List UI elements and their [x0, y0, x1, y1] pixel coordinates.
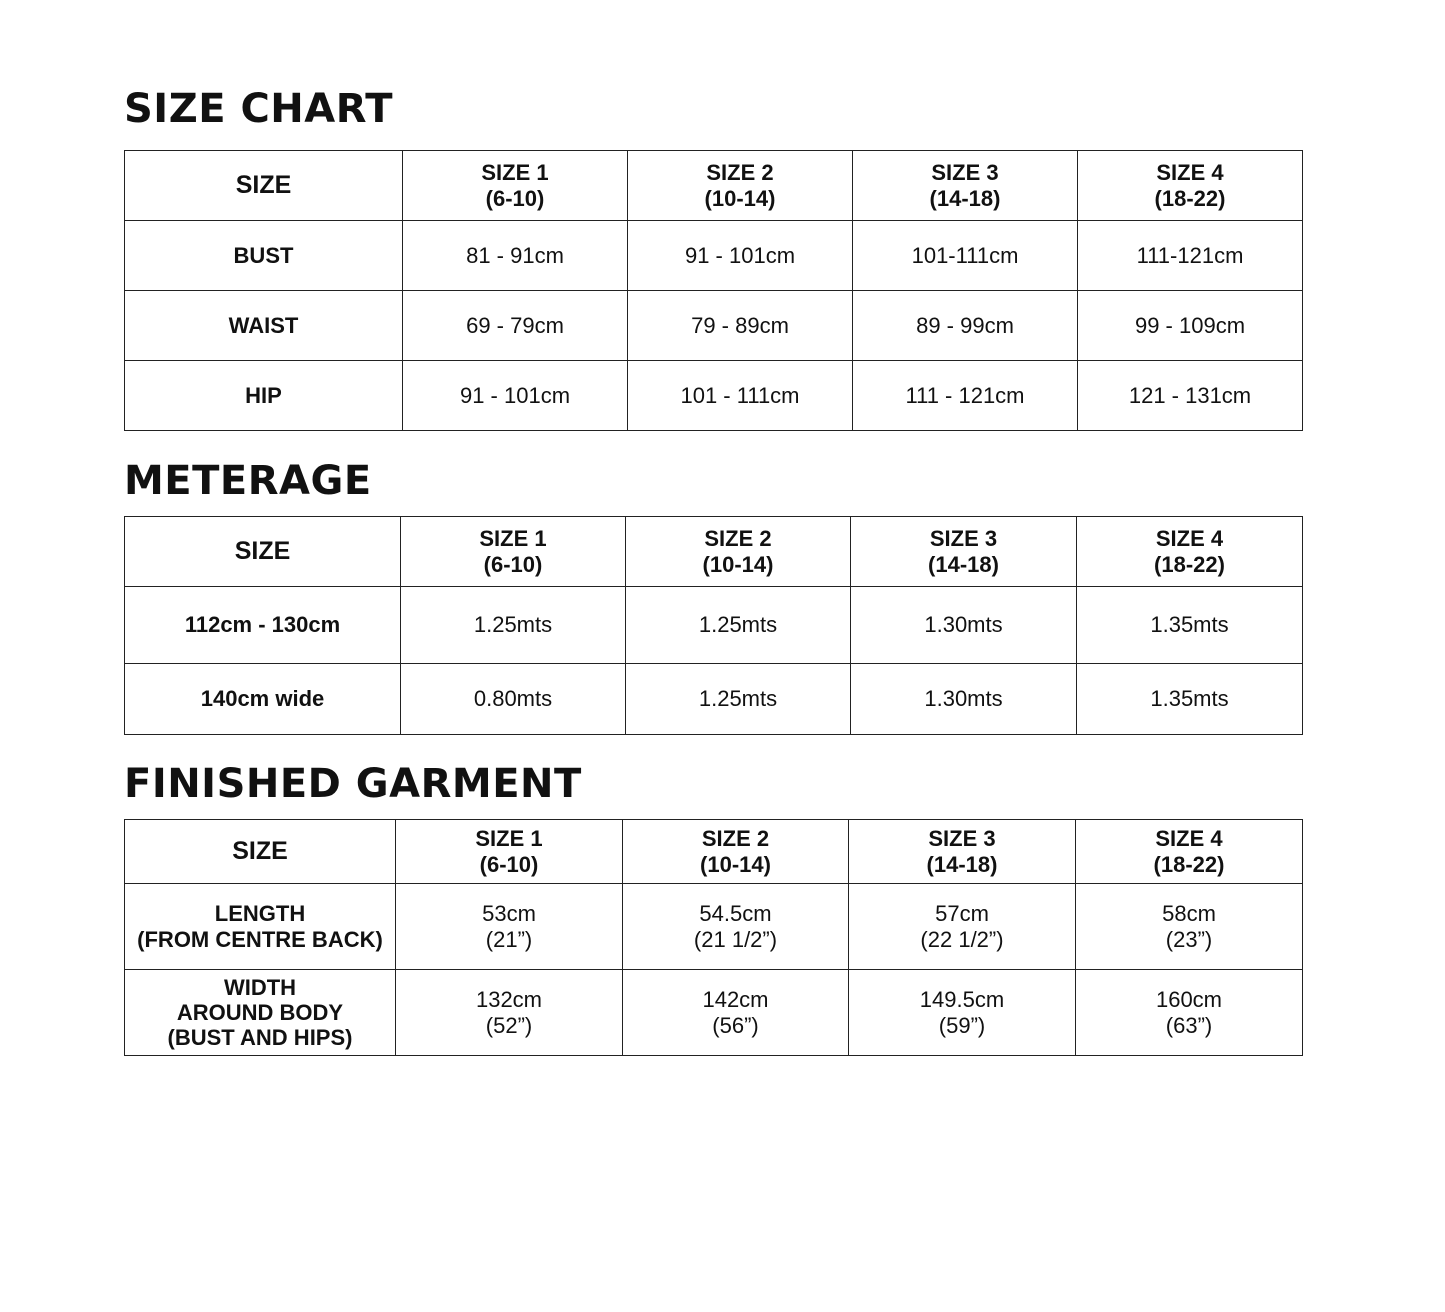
table-cell [849, 884, 1076, 970]
table-cell [1076, 884, 1303, 970]
corner-cell: SIZE [125, 517, 401, 587]
header-row [125, 820, 1303, 884]
imperial-value: (63”) [1165, 1012, 1213, 1038]
row-label: HIP [125, 361, 403, 431]
imperial-value: (21”) [485, 926, 533, 952]
table-cell: 1.25mts [626, 664, 851, 735]
size-name: SIZE 2 [706, 160, 774, 186]
row-label: 140cm wide [125, 664, 401, 735]
table-row [125, 587, 1303, 664]
imperial-value: (52”) [485, 1012, 533, 1038]
size-range: (6-10) [483, 551, 543, 577]
table-cell: 81 - 91cm [403, 221, 628, 291]
size-range: (10-14) [702, 551, 774, 577]
column-header [626, 517, 851, 587]
size-range: (10-14) [704, 185, 776, 211]
size-name: SIZE 2 [704, 526, 772, 552]
size-name: SIZE 1 [481, 160, 549, 186]
metric-value: 142cm [702, 987, 769, 1013]
table-cell [396, 884, 623, 970]
corner-cell: SIZE [125, 820, 396, 884]
metric-value: 132cm [475, 987, 543, 1013]
size-name: SIZE 4 [1156, 160, 1224, 186]
table-cell: 111-121cm [1078, 221, 1303, 291]
size-name: SIZE 3 [929, 526, 998, 552]
column-header [1077, 517, 1303, 587]
metric-value: 53cm [482, 901, 536, 927]
metric-value: 54.5cm [699, 901, 772, 927]
row-label-line: (BUST AND HIPS) [167, 1025, 353, 1051]
table-cell: 99 - 109cm [1078, 291, 1303, 361]
corner-cell: SIZE [125, 151, 403, 221]
size-range: (14-18) [929, 185, 1001, 211]
imperial-value: (59”) [938, 1012, 986, 1038]
size-range: (18-22) [1153, 851, 1225, 877]
size-range: (18-22) [1154, 551, 1225, 577]
table-cell: 1.30mts [851, 587, 1077, 664]
column-header [401, 517, 626, 587]
size-name: SIZE 1 [475, 826, 543, 852]
column-header [853, 151, 1078, 221]
table-cell: 79 - 89cm [628, 291, 853, 361]
table-cell: 111 - 121cm [853, 361, 1078, 431]
size-name: SIZE 1 [479, 526, 547, 552]
row-label: BUST [125, 221, 403, 291]
table-cell: 101-111cm [853, 221, 1078, 291]
column-header [623, 820, 849, 884]
table-row [125, 970, 1303, 1056]
column-header [1076, 820, 1303, 884]
table-cell: 91 - 101cm [628, 221, 853, 291]
meterage-title: METERAGE [124, 458, 372, 504]
row-label-line: WIDTH [223, 974, 297, 1000]
metric-value: 57cm [935, 901, 989, 927]
header-row [125, 151, 1303, 221]
size-name: SIZE 3 [928, 826, 996, 852]
size-chart-title: SIZE CHART [124, 86, 394, 132]
column-header [851, 517, 1077, 587]
table-cell [623, 970, 849, 1056]
table-cell: 89 - 99cm [853, 291, 1078, 361]
row-label-line: (FROM CENTRE BACK) [137, 926, 383, 952]
row-label: WAIST [125, 291, 403, 361]
size-name: SIZE 2 [701, 826, 770, 852]
imperial-value: (23”) [1165, 926, 1213, 952]
header-row [125, 517, 1303, 587]
finished-garment-title: FINISHED GARMENT [124, 761, 582, 807]
size-range: (18-22) [1154, 185, 1226, 211]
row-label: 112cm - 130cm [125, 587, 401, 664]
row-label-line: AROUND BODY [176, 999, 344, 1025]
table-cell [849, 970, 1076, 1056]
size-name: SIZE 4 [1155, 526, 1224, 552]
table-cell: 91 - 101cm [403, 361, 628, 431]
size-name: SIZE 3 [931, 160, 999, 186]
column-header [628, 151, 853, 221]
size-range: (14-18) [926, 851, 998, 877]
table-cell: 121 - 131cm [1078, 361, 1303, 431]
table-row [125, 664, 1303, 735]
imperial-value: (56”) [712, 1012, 759, 1038]
finished-garment-table [124, 819, 1303, 1056]
table-cell: 101 - 111cm [628, 361, 853, 431]
table-row [125, 291, 1303, 361]
table-cell: 1.25mts [401, 587, 626, 664]
size-chart-table [124, 150, 1303, 431]
table-cell [623, 884, 849, 970]
table-cell [1076, 970, 1303, 1056]
table-cell: 1.25mts [626, 587, 851, 664]
size-range: (6-10) [479, 851, 539, 877]
column-header [403, 151, 628, 221]
meterage-table [124, 516, 1303, 735]
size-range: (10-14) [700, 851, 771, 877]
row-label [125, 884, 396, 970]
table-cell: 1.30mts [851, 664, 1077, 735]
table-cell [396, 970, 623, 1056]
metric-value: 58cm [1162, 901, 1216, 927]
metric-value: 149.5cm [919, 987, 1005, 1013]
table-cell: 0.80mts [401, 664, 626, 735]
table-row [125, 884, 1303, 970]
table-row [125, 361, 1303, 431]
imperial-value: (22 1/2”) [920, 926, 1004, 952]
column-header [1078, 151, 1303, 221]
column-header [396, 820, 623, 884]
size-name: SIZE 4 [1155, 826, 1223, 852]
table-row [125, 221, 1303, 291]
row-label [125, 970, 396, 1056]
size-range: (14-18) [928, 551, 999, 577]
size-range: (6-10) [485, 185, 545, 211]
metric-value: 160cm [1155, 987, 1223, 1013]
table-cell: 1.35mts [1077, 664, 1303, 735]
table-cell: 1.35mts [1077, 587, 1303, 664]
row-label-line: LENGTH [214, 901, 306, 927]
table-cell: 69 - 79cm [403, 291, 628, 361]
column-header [849, 820, 1076, 884]
imperial-value: (21 1/2”) [693, 926, 778, 952]
